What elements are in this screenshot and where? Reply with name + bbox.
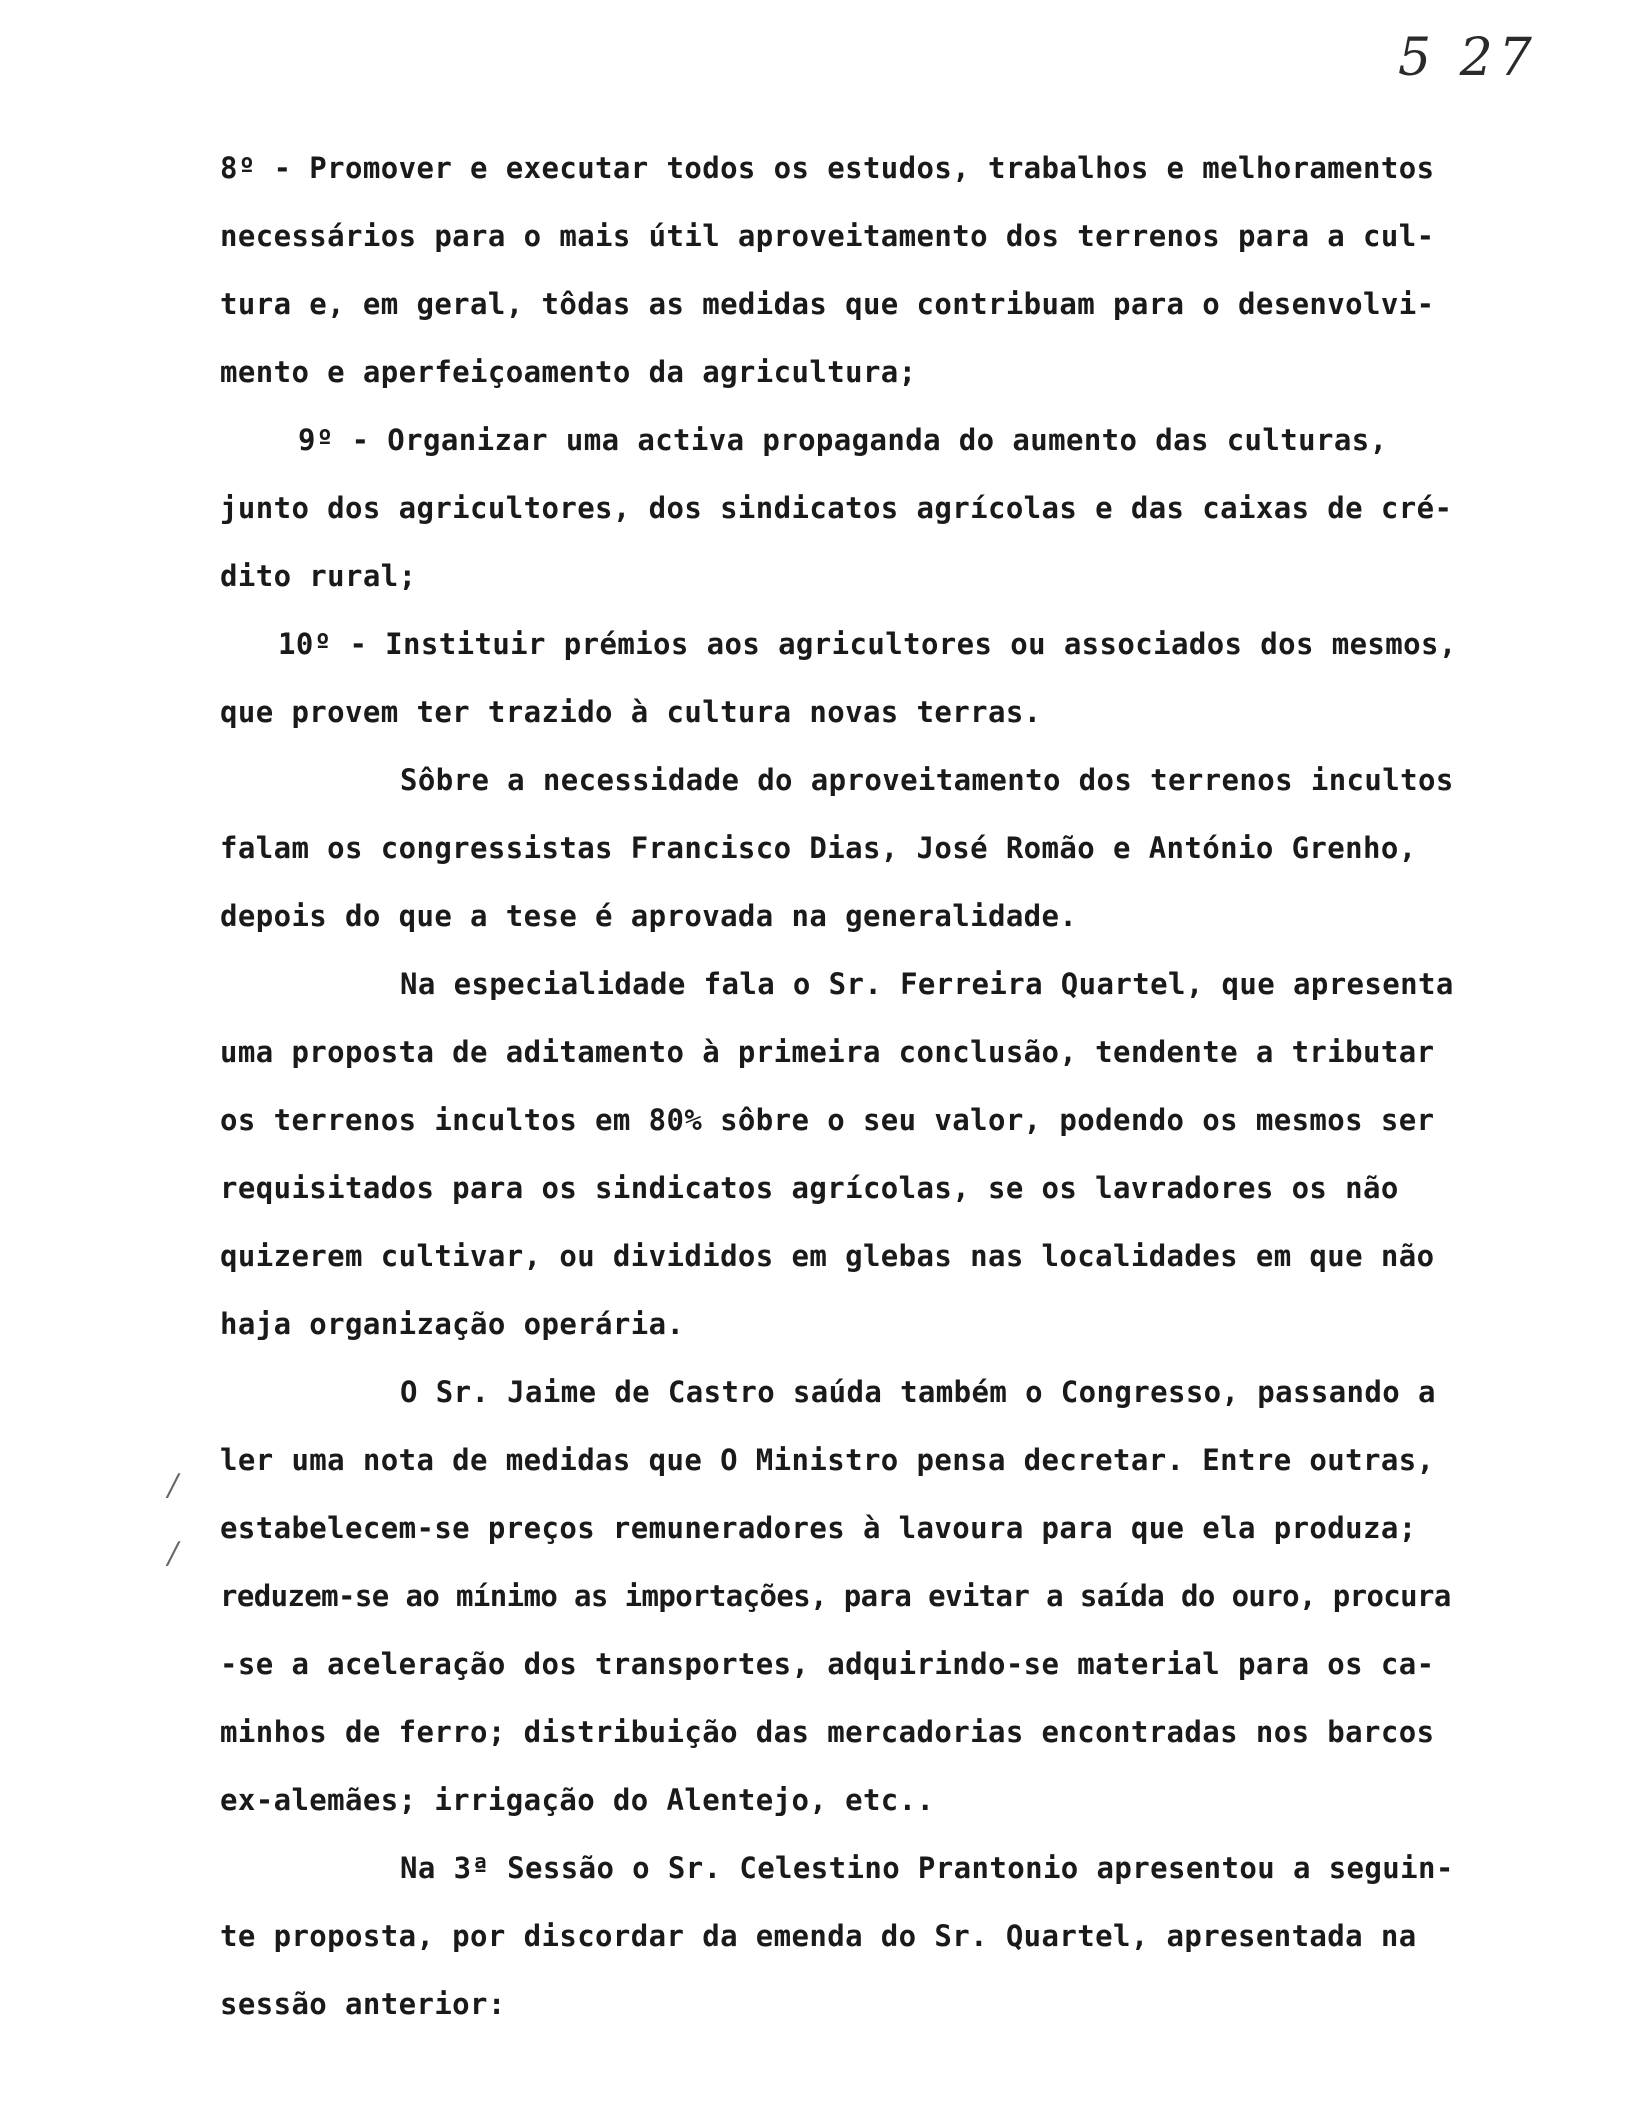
text-line: ler uma nota de medidas que O Ministro pensa decretar. Entre outras,: [220, 1443, 1435, 1477]
text-line: tura e, em geral, tôdas as medidas que contribuam para o desenvolvi-: [220, 287, 1435, 321]
text-line: reduzem-se ao mínimo as importações, para evitar a saída do ouro, procura: [220, 1579, 1451, 1613]
text-line: os terrenos incultos em 80% sôbre o seu valor, podendo os mesmos ser: [220, 1103, 1435, 1137]
text-line: te proposta, por discordar da emenda do Sr. Quartel, apresentada na: [220, 1919, 1417, 1953]
text-line: O Sr. Jaime de Castro saúda também o Congresso, passando a: [400, 1375, 1436, 1409]
text-line: estabelecem-se preços remuneradores à lavoura para que ela produza;: [220, 1511, 1417, 1545]
margin-mark: /: [168, 1468, 179, 1503]
page-number: 5 27: [1398, 28, 1538, 88]
text-line: Na 3ª Sessão o Sr. Celestino Prantonio apresentou a seguin-: [400, 1851, 1454, 1885]
document-body: [220, 134, 1570, 2038]
text-line: minhos de ferro; distribuição das mercadorias encontradas nos barcos: [220, 1715, 1435, 1749]
text-line: requisitados para os sindicatos agrícolas, se os lavradores os não: [220, 1171, 1399, 1205]
margin-mark: /: [168, 1536, 179, 1571]
text-line: ex-alemães; irrigação do Alentejo, etc..: [220, 1783, 935, 1817]
text-line: quizerem cultivar, ou divididos em glebas nas localidades em que não: [220, 1239, 1435, 1273]
text-line: 8º - Promover e executar todos os estudos, trabalhos e melhoramentos: [220, 151, 1435, 185]
text-line: Na especialidade fala o Sr. Ferreira Quartel, que apresenta: [400, 967, 1454, 1001]
text-line: Sôbre a necessidade do aproveitamento dos terrenos incultos: [400, 763, 1454, 797]
text-line: mento e aperfeiçoamento da agricultura;: [220, 355, 917, 389]
text-line: dito rural;: [220, 559, 417, 593]
text-line: 9º - Organizar uma activa propaganda do aumento das culturas,: [298, 423, 1388, 457]
text-line: uma proposta de aditamento à primeira conclusão, tendente a tributar: [220, 1035, 1435, 1069]
text-line: depois do que a tese é aprovada na generalidade.: [220, 899, 1078, 933]
text-line: haja organização operária.: [220, 1307, 685, 1341]
text-line: -se a aceleração dos transportes, adquirindo-se material para os ca-: [220, 1647, 1435, 1681]
text-line: sessão anterior:: [220, 1987, 506, 2021]
text-line: falam os congressistas Francisco Dias, José Romão e António Grenho,: [220, 831, 1417, 865]
text-line: junto dos agricultores, dos sindicatos agrícolas e das caixas de cré-: [220, 491, 1453, 525]
text-line: que provem ter trazido à cultura novas terras.: [220, 695, 1042, 729]
text-line: 10º - Instituir prémios aos agricultores ou associados dos mesmos,: [278, 627, 1457, 661]
text-line: necessários para o mais útil aproveitamento dos terrenos para a cul-: [220, 219, 1435, 253]
